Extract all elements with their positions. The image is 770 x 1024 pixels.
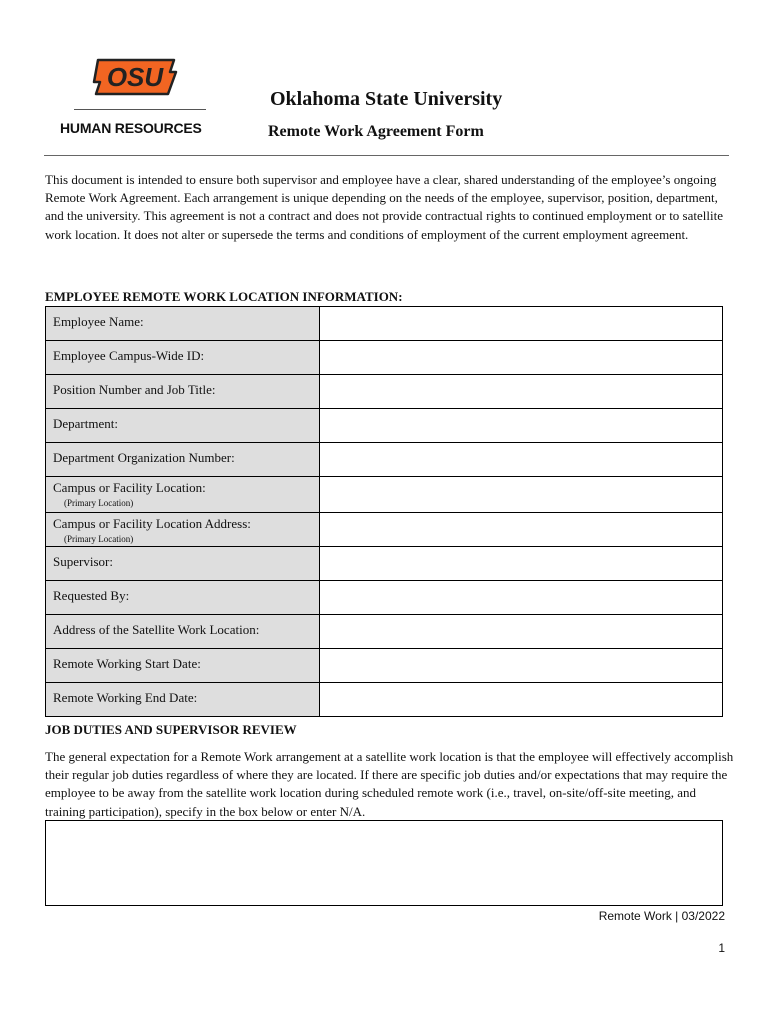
info-row: [46, 477, 723, 513]
field-label-cell: [46, 683, 320, 717]
employee-section-heading: EMPLOYEE REMOTE WORK LOCATION INFORMATION:: [45, 289, 403, 304]
field-label-cell: [46, 307, 320, 341]
field-label-cell: [46, 615, 320, 649]
info-row: [46, 513, 723, 547]
field-input[interactable]: [320, 409, 723, 443]
field-sublabel: (Primary Location): [64, 534, 134, 544]
info-row: [46, 581, 723, 615]
form-title: Remote Work Agreement Form: [268, 123, 484, 140]
field-input[interactable]: [320, 581, 723, 615]
osu-logo-icon: [88, 52, 184, 102]
field-label: Campus or Facility Location:: [53, 480, 206, 495]
field-label: Remote Working Start Date:: [53, 656, 201, 671]
page-title: Oklahoma State University: [270, 88, 503, 110]
field-input[interactable]: [320, 307, 723, 341]
field-label: Position Number and Job Title:: [53, 382, 216, 397]
field-input[interactable]: [320, 375, 723, 409]
field-label-cell: [46, 341, 320, 375]
info-row: [46, 547, 723, 581]
field-label-cell: [46, 547, 320, 581]
info-row: [46, 307, 723, 341]
info-row: [46, 443, 723, 477]
field-label: Requested By:: [53, 588, 130, 603]
hr-caption: HUMAN RESOURCES: [60, 120, 202, 136]
field-label: Address of the Satellite Work Location:: [53, 622, 260, 637]
logo-divider: [74, 109, 206, 110]
field-label: Supervisor:: [53, 554, 113, 569]
field-label: Campus or Facility Location Address:: [53, 516, 251, 531]
field-label-cell: [46, 443, 320, 477]
field-label: Department:: [53, 416, 118, 431]
field-input[interactable]: [320, 443, 723, 477]
job-duties-input[interactable]: [45, 820, 723, 906]
field-label-cell: [46, 581, 320, 615]
info-row: [46, 683, 723, 717]
header-divider: [44, 155, 729, 156]
intro-paragraph: This document is intended to ensure both supervisor and employee have a clear, shared understanding of the employee’s ongoing Remote Work Agreement. Each arrangement is unique depending on the needs of the employee, supervisor, position, department, and the university. This agreement is not a contract and does not provide contractual rights to continued employment or to satellite work location. It does not alter or supersede the terms and conditions of employment of the current employment agreement.: [45, 172, 723, 242]
field-label: Employee Name:: [53, 314, 144, 329]
field-label-cell: [46, 477, 320, 513]
field-label: Department Organization Number:: [53, 450, 235, 465]
field-label-cell: [46, 513, 320, 547]
info-row: [46, 375, 723, 409]
field-label-cell: [46, 409, 320, 443]
field-label: Employee Campus-Wide ID:: [53, 348, 205, 363]
info-row: [46, 615, 723, 649]
field-label-cell: [46, 375, 320, 409]
duties-paragraph: The general expectation for a Remote Work arrangement at a satellite work location is that the employee will effectively accomplish their regular job duties regardless of where they are located. If there are specific job duties and/or expectations that may require the employee to be away from the satellite work location during scheduled remote work (i.e., travel, on-site/off-site meeting, and training participation), specify in the box below or enter N/A.: [45, 749, 734, 819]
field-input[interactable]: [320, 341, 723, 375]
field-label: Remote Working End Date:: [53, 690, 198, 705]
field-input[interactable]: [320, 683, 723, 717]
duties-section-heading: JOB DUTIES AND SUPERVISOR REVIEW: [45, 722, 297, 737]
field-sublabel: (Primary Location): [64, 498, 134, 508]
field-input[interactable]: [320, 547, 723, 581]
field-input[interactable]: [320, 513, 723, 547]
logo-lettering: OSU: [106, 62, 164, 92]
info-row: [46, 649, 723, 683]
field-input[interactable]: [320, 649, 723, 683]
employee-info-table: [45, 306, 723, 717]
page-number: 1: [718, 941, 725, 955]
field-label-cell: [46, 649, 320, 683]
osu-hr-logo: [56, 52, 216, 142]
footer-label: Remote Work | 03/2022: [598, 909, 725, 923]
field-input[interactable]: [320, 615, 723, 649]
field-input[interactable]: [320, 477, 723, 513]
info-row: [46, 341, 723, 375]
info-row: [46, 409, 723, 443]
